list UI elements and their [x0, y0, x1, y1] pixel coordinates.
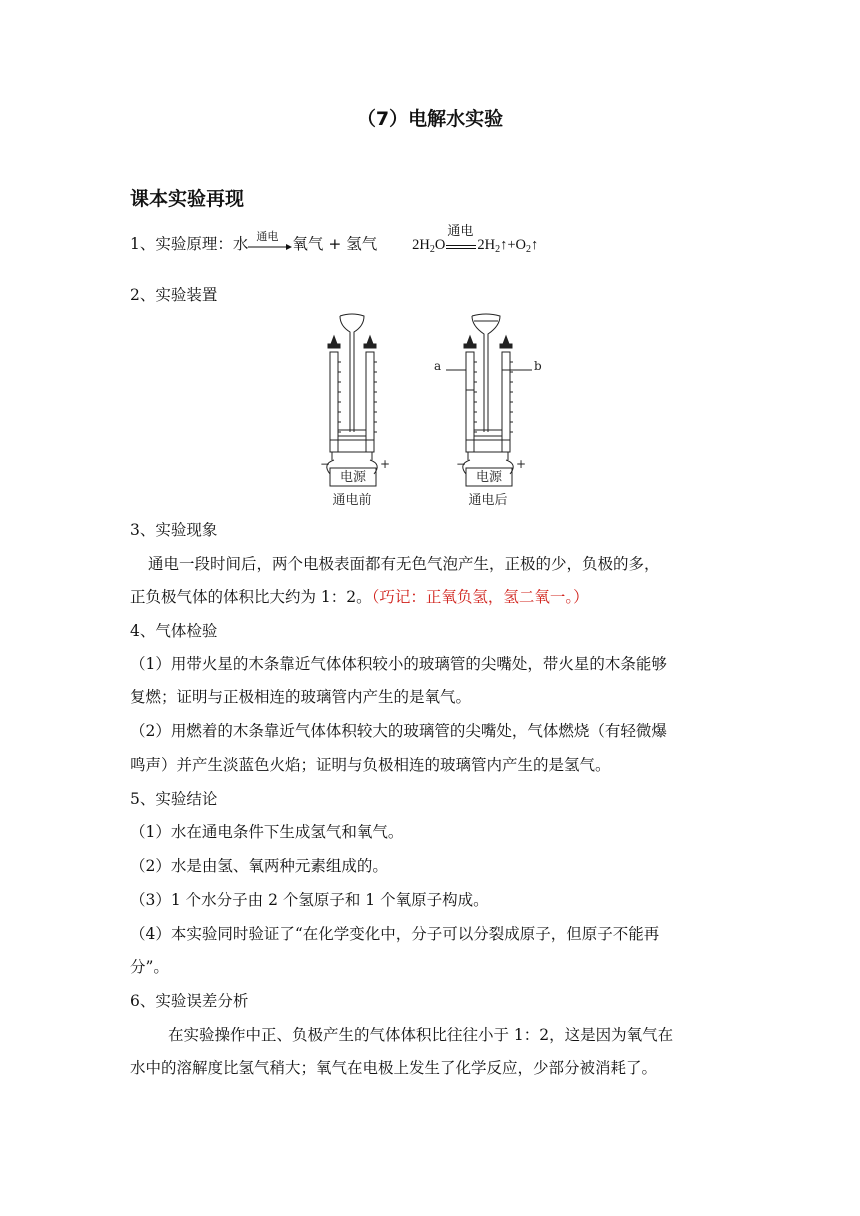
chem-subscript: 2 — [429, 244, 435, 255]
tube-a-label: a — [434, 359, 442, 373]
error-analysis-line-1: 在实验操作中正、负极产生的气体体积比往往小于 1：2，这是因为氧气在 — [168, 1026, 674, 1044]
chemical-equation — [412, 222, 539, 255]
gas-up-arrow-icon: ↑ — [531, 237, 539, 253]
gas-test-1-line-2: 复燃；证明与正极相连的玻璃管内产生的是氧气。 — [130, 688, 472, 706]
chem-reactant: 2H — [412, 237, 430, 253]
section-heading: 课本实验再现 — [130, 188, 245, 210]
conclusion-2: （2）水是由氢、氧两种元素组成的。 — [130, 857, 388, 875]
chem-subscript: 2 — [495, 244, 501, 255]
conclusion-3: （3）1 个水分子由 2 个氢原子和 1 个氧原子构成。 — [130, 891, 489, 909]
page-title: （7）电解水实验 — [356, 108, 504, 130]
caption-before: 通电前 — [332, 493, 372, 508]
conclusion-1: （1）水在通电条件下生成氢气和氧气。 — [130, 823, 404, 841]
tube-b-label: b — [534, 359, 542, 373]
chem-subscript: 2 — [526, 244, 532, 255]
apparatus-label: 2、实验装置 — [130, 286, 218, 304]
word-equation-arrow — [248, 230, 292, 254]
apparatus-before — [327, 314, 377, 486]
phenomenon-line-2 — [130, 587, 589, 607]
gas-up-arrow-icon: ↑ — [500, 237, 508, 253]
conclusion-label: 5、实验结论 — [130, 790, 218, 808]
gas-test-label: 4、气体检验 — [130, 622, 218, 640]
chem-condition: 通电 — [447, 222, 474, 238]
apparatus-diagram — [316, 312, 566, 512]
phenomenon-line-1: 通电一段时间后，两个电极表面都有无色气泡产生，正极的少，负极的多， — [148, 555, 660, 573]
gas-test-2-line-1: （2）用燃着的木条靠近气体体积较大的玻璃管的尖嘴处，气体燃烧（有轻微爆 — [130, 722, 667, 740]
error-analysis-line-2: 水中的溶解度比氢气稍大；氧气在电极上发生了化学反应，少部分被消耗了。 — [130, 1059, 658, 1077]
gas-test-2-line-2: 鸣声）并产生淡蓝色火焰；证明与负极相连的玻璃管内产生的是氢气。 — [130, 756, 611, 774]
memory-tip: （巧记：正氧负氢，氢二氧一。） — [371, 588, 589, 606]
power-source-label-after: 电源 — [475, 470, 503, 485]
gas-test-1-line-1: （1）用带火星的木条靠近气体体积较小的玻璃管的尖嘴处，带火星的木条能够 — [130, 655, 667, 673]
positive-sign-after: + — [516, 457, 527, 471]
chem-product-o2: +O — [507, 237, 527, 253]
conclusion-4-line-2: 分”。 — [130, 958, 169, 976]
error-analysis-label: 6、实验误差分析 — [130, 992, 249, 1010]
chem-product-h2: 2H — [477, 237, 496, 253]
word-equation-products: 氧气 + 氢气 — [292, 235, 378, 253]
word-equation-reactant: 水 — [232, 235, 249, 253]
power-source-label-before: 电源 — [339, 470, 367, 485]
positive-sign-before: + — [380, 457, 391, 471]
double-line-sign — [445, 222, 477, 255]
caption-after: 通电后 — [468, 493, 508, 508]
phenomenon-label: 3、实验现象 — [130, 521, 218, 539]
principle-label: 1、实验原理： — [130, 235, 233, 253]
chem-reactant-o: O — [434, 237, 446, 253]
right-arrow-icon — [248, 244, 292, 250]
negative-sign-after: − — [456, 457, 467, 471]
conclusion-4-line-1: （4）本实验同时验证了“在化学变化中，分子可以分裂成原子，但原子不能再 — [130, 925, 660, 943]
arrow-condition: 通电 — [256, 230, 279, 243]
volume-ratio-text: 正负极气体的体积比大约为 1：2。 — [130, 588, 372, 606]
electrolysis-apparatus-figure — [316, 312, 566, 516]
principle-line — [130, 222, 539, 260]
negative-sign-before: − — [320, 457, 331, 471]
